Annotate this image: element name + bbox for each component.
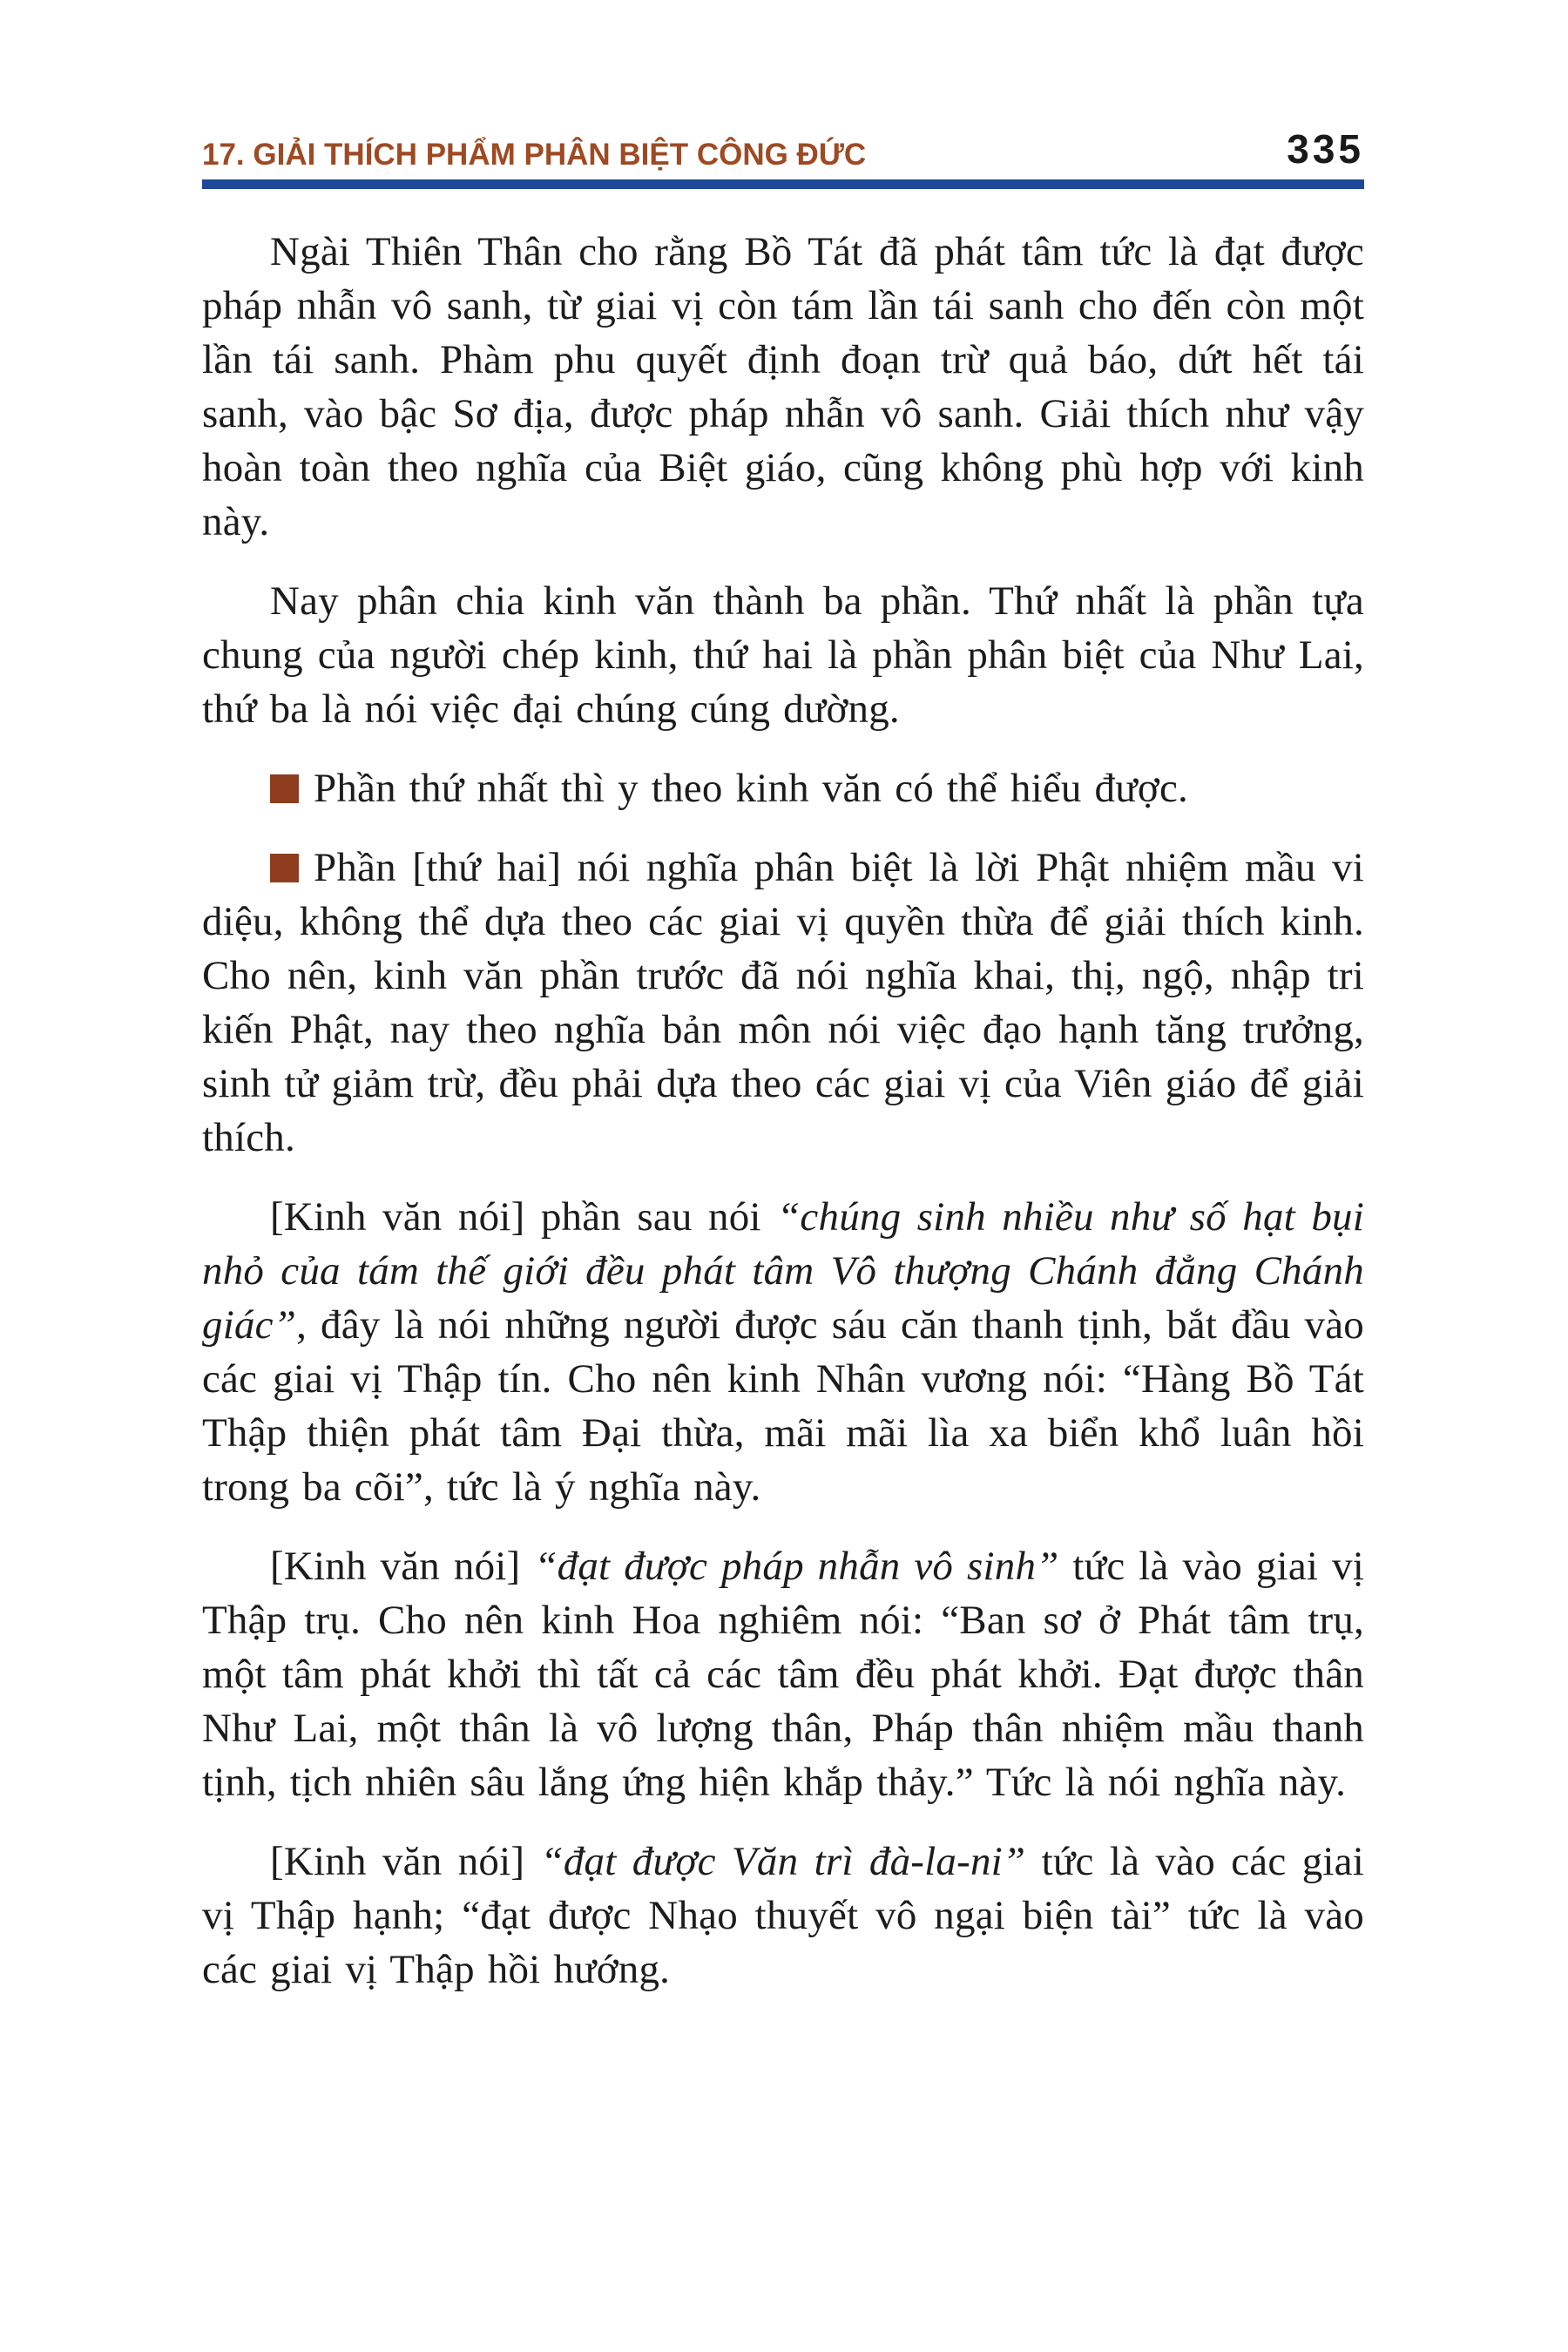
text-run: [Kinh văn nói] <box>270 1544 535 1589</box>
paragraph <box>202 841 1364 1165</box>
text-run: [Kinh văn nói] phần sau nói <box>270 1194 778 1240</box>
bullet-square-icon <box>270 774 299 803</box>
paragraph <box>202 761 1364 815</box>
text-run: Phần [thứ hai] nói nghĩa phân biệt là lời Phật nhiệm mầu vi diệu, không thể dựa theo các giai vị quyền thừa để giải thích kinh. Cho nên, kinh văn phần trước đã nói nghĩa khai, thị, ngộ, nhập tri kiến Phật, nay theo nghĩa bản môn nói việc đạo hạnh tăng trưởng, sinh tử giảm trừ, đều phải dựa theo các giai vị của Viên giáo để giải thích. <box>202 845 1364 1160</box>
chapter-title: 17. GIẢI THÍCH PHẨM PHÂN BIỆT CÔNG ĐỨC <box>202 138 867 172</box>
text-run: “đạt được pháp nhẫn vô sinh” <box>534 1544 1059 1589</box>
text-run: tức là vào giai vị Thập trụ. Cho nên kinh Hoa nghiêm nói: “Ban sơ ở Phát tâm trụ, một tâm phát khởi thì tất cả các tâm đều phát khởi. Đạt được thân Như Lai, một thân là vô lượng thân, Pháp thân nhiệm mầu thanh tịnh, tịch nhiên sâu lắng ứng hiện khắp thảy.” Tức là nói nghĩa này. <box>202 1544 1364 1805</box>
text-run: “đạt được Văn trì đà-la-ni” <box>540 1839 1026 1884</box>
header <box>202 125 1364 172</box>
text-run: “chúng sinh nhiều như số hạt bụi nhỏ của tám thế giới đều phát tâm Vô thượng Chánh đẳng Chánh giác” <box>202 1194 1364 1348</box>
page-number: 335 <box>1287 126 1364 172</box>
paragraph <box>202 225 1364 549</box>
bullet-square-icon <box>270 854 299 882</box>
paragraph <box>202 574 1364 736</box>
paragraph <box>202 1190 1364 1514</box>
paragraph <box>202 1835 1364 1997</box>
header-rule <box>202 179 1364 189</box>
text-run: , đây là nói những người được sáu căn thanh tịnh, bắt đầu vào các giai vị Thập tín. Cho nên kinh Nhân vương nói: “Hàng Bồ Tát Thập thiện phát tâm Đại thừa, mãi mãi lìa xa biển khổ luân hồi trong ba cõi”, tức là ý nghĩa này. <box>202 1302 1364 1510</box>
text-run: Phần thứ nhất thì y theo kinh văn có thể hiểu được. <box>314 766 1188 811</box>
text-run: tức là vào các giai vị Thập hạnh; “đạt được Nhạo thuyết vô ngại biện tài” tức là vào các giai vị Thập hồi hướng. <box>202 1839 1364 1992</box>
text-run: Ngài Thiên Thân cho rằng Bồ Tát đã phát tâm tức là đạt được pháp nhẫn vô sanh, từ giai vị còn tám lần tái sanh cho đến còn một lần tái sanh. Phàm phu quyết định đoạn trừ quả báo, dứt hết tái sanh, vào bậc Sơ địa, được pháp nhẫn vô sanh. Giải thích như vậy hoàn toàn theo nghĩa của Biệt giáo, cũng không phù hợp với kinh này. <box>202 229 1364 544</box>
content <box>202 225 1364 1997</box>
paragraph <box>202 1539 1364 1809</box>
text-run: Nay phân chia kinh văn thành ba phần. Thứ nhất là phần tựa chung của người chép kinh, thứ hai là phần phân biệt của Như Lai, thứ ba là nói việc đại chúng cúng dường. <box>202 578 1364 732</box>
text-run: [Kinh văn nói] <box>270 1839 541 1884</box>
